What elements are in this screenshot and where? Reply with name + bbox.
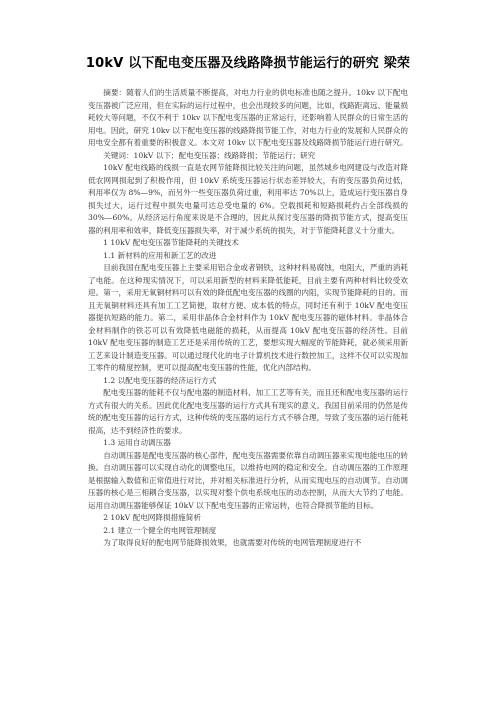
subsection-heading: 1.2 以配电变压器的经济运行方式 — [103, 375, 217, 385]
body-paragraph: 自动调压器是配电变压器的核心部件，配电变压器需要依靠自动调压器来实现电能电压的转换。自动调压器可以实现自动化的调整电压，以维持电网的稳定和安全。自动调压器的工作原理是根据输入数值和正常值进行对比，并对相关标准进行分析，从而实现电压的自动调节。自动调压器的核心是三相耦合变压器，以实现对整个供电系统电压的动态控制，从而大大节约了电能。运用自动调压器能够保证 10kV 以下配电变压器的正常运转，也符合降损节能的目标。 — [88, 450, 408, 510]
body-paragraph: 10kV 配电线路的线损一直是农网节能降损比较关注的问题，虽然城乡电网建设与改造对降低农网网损起到了积极作用，但 10kV 系统变压器运行状态差异较大，有的变压器负荷过低，利用率仅为 8%—9%，而另外一些变压器负荷过重，利用率达 70%以上，造成运行变压器自身损失过大，运行过程中损失电量可达总受电量的 6%。空载损耗和短路损耗约占全部线损的 30%—60%。从经济运行角度来说是不合理的，因此从探讨变压器的降损节能方式，提高变压器的利用率和效率，降低变压器损失率，对于减少系统的损失，对于节能降耗意义十分重大。 — [88, 163, 408, 235]
abstract-paragraph: 摘要：随着人们的生活质量不断提高，对电力行业的供电标准也随之提升。10kv 以下配电变压器被广泛应用，但在实际的运行过程中，也会出现较多的问题，比如，线路距离远、能量损耗较大等问题，不仅不利于 10kv 以下配电变压器的正常运行，还影响着人民群众的日常生活的用电。因此，研究 10kv 以下配电变压器的线路降损节能工作，对电力行业的发展和人民群众的用电安全都有着重要的积极意义。本文对 10kv 以下配电变压器及线路降损节能运行进行研究。 — [88, 88, 408, 147]
section-heading: 2 10kV 配电网降损措施简析 — [103, 513, 201, 522]
body-paragraph: 为了取得良好的配电网节能降损效果，也就需要对传统的电网管理制度进行不 — [103, 538, 362, 547]
body-paragraph: 配电变压器的能耗不仅与配电器的制造材料、加工工艺等有关，而且还和配电变压器的运行方式有很大的关系。因此优化配电变压器的运行方式具有现实的意义。我国目前采用的仍然是传统的配电变压器的运行方式，这种传统的变压器的运行方式不够合理，导致了变压器的运行能耗很高，达不到经济性的要求。 — [88, 388, 408, 435]
subsection-heading: 1.1 新材料的应用和新工艺的改进 — [103, 250, 217, 260]
subsection-heading: 2.1 建立一个健全的电网管理制度 — [103, 525, 217, 535]
section-heading: 1 10kV 配电变压器节能降耗的关键技术 — [103, 238, 239, 247]
document-body — [88, 87, 408, 550]
keywords-line: 关键词：10kV 以下；配电变压器；线路降损；节能运行；研究 — [103, 150, 316, 160]
document-title: 10kV 以下配电变压器及线路降损节能运行的研究 梁荣 — [85, 56, 411, 71]
body-paragraph: 目前我国在配电变压器上主要采用铝合金或者钢铁，这种材料易腐蚀，电阻大，严重的消耗了电能。在这种现实情况下，可以采用新型的材料来降低能耗，目前主要有两种材料比较受欢迎。第一，采用无氧铜材料可以有效的降低配电变压器的线圈的内阻，实现节能降耗的目的。而且无氧铜材料还具有加工工艺简便，取材方便、成本低的特点，同时还有利于 10kV 配电变压器提抗短路的能力。第二，采用非晶体合金材料作为 10kV 配电变压器的磁体材料。非晶体合金材料制作的铁芯可以有效降低电磁能的损耗，从而提高 10kV 配电变压器的经济性。目前 10kV 配电变压器的制造工艺还是采用传统的工艺，要想实现大幅度的节能降耗，就必须采用新工艺来设计制造变压器。可以通过现代化的电子计算机技术进行数控加工，这样不仅可以实现加工零件的精度控制，更可以提高配电变压器的性能，优化内部结构。 — [88, 263, 408, 372]
subsection-heading: 1.3 运用自动调压器 — [103, 438, 171, 447]
